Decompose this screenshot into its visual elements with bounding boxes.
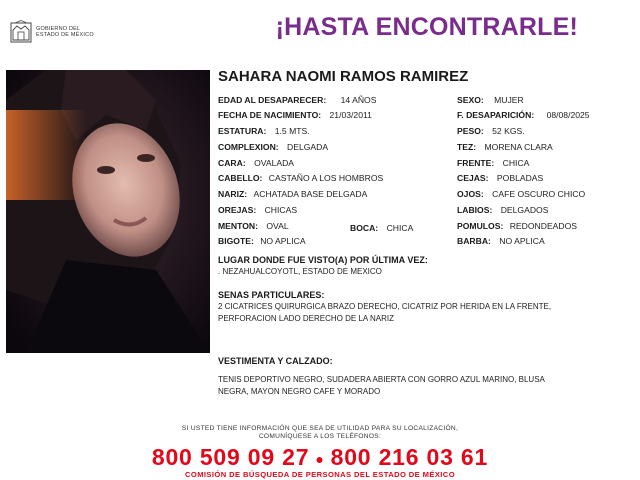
field-tez	[457, 142, 553, 153]
clothing-heading: VESTIMENTA Y CALZADO:	[218, 356, 333, 366]
bullet-icon: ●	[315, 450, 325, 467]
field-label: ESTATURA:	[218, 126, 267, 136]
particular-signs-line-2: PERFORACION LADO DERECHO DE LA NARIZ	[218, 314, 395, 323]
page-headline: ¡HASTA ENCONTRARLE!	[275, 13, 578, 41]
field-nacimiento	[218, 110, 372, 121]
contact-note-line-2: COMUNÍQUESE A LOS TELÉFONOS:	[258, 433, 382, 440]
field-value: OVAL	[266, 221, 289, 231]
field-barba	[457, 236, 545, 247]
field-value: NO APLICA	[499, 236, 545, 246]
field-complexion	[218, 142, 328, 153]
field-frente	[457, 158, 529, 169]
field-value: REDONDEADOS	[509, 221, 578, 231]
phone-number-1[interactable]: 800 509 09 27	[151, 444, 310, 470]
field-value: 1.5 MTS.	[274, 126, 310, 136]
field-menton	[218, 221, 289, 232]
field-value: 52 KGS.	[492, 126, 525, 136]
field-value: DELGADOS	[500, 205, 549, 215]
field-value: CHICA	[502, 158, 530, 168]
logo-line-1: GOBIERNO DEL	[36, 25, 81, 32]
field-pomulos	[457, 221, 577, 232]
particular-signs-line-1: 2 CICATRICES QUIRURGICA BRAZO DERECHO, CICATRIZ POR HERIDA EN LA FRENTE,	[218, 302, 552, 311]
field-value: POBLADAS	[496, 173, 544, 183]
field-value: 08/08/2025	[546, 110, 590, 120]
phone-number-2[interactable]: 800 216 03 61	[330, 444, 489, 470]
government-logo	[10, 20, 94, 44]
last-seen-location: . NEZAHUALCOYOTL, ESTADO DE MEXICO	[218, 267, 382, 276]
field-value: MORENA CLARA	[484, 142, 553, 152]
field-label: BIGOTE:	[218, 236, 254, 246]
field-orejas	[218, 205, 297, 216]
field-value: OVALADA	[254, 158, 295, 168]
state-seal-icon	[10, 20, 32, 44]
commission-name: COMISIÓN DE BÚSQUEDA DE PERSONAS DEL ESTADO DE MÉXICO	[185, 470, 455, 479]
field-bigote	[218, 236, 306, 247]
field-label: F. DESAPARICIÓN:	[457, 110, 535, 120]
logo-line-2: ESTADO DE MÉXICO	[36, 32, 94, 38]
field-value: CAFE OSCURO CHICO	[492, 189, 586, 199]
contact-note-line-1: SI USTED TIENE INFORMACIÓN QUE SEA DE UTILIDAD PARA SU LOCALIZACIÓN,	[181, 425, 459, 432]
field-sexo	[457, 95, 524, 106]
field-label: TEZ:	[457, 142, 477, 152]
field-labios	[457, 205, 548, 216]
clothing-line-2: NEGRA, MAYON NEGRO CAFE Y MORADO	[218, 387, 381, 396]
field-label: FECHA DE NACIMIENTO:	[218, 110, 322, 120]
field-value: MUJER	[494, 95, 524, 105]
field-label: EDAD AL DESAPARECER:	[218, 95, 327, 105]
field-label: COMPLEXION:	[218, 142, 279, 152]
field-ojos	[457, 189, 585, 200]
field-label: CARA:	[218, 158, 246, 168]
field-edad	[218, 95, 376, 106]
field-cara	[218, 158, 294, 169]
field-label: BOCA:	[350, 223, 379, 233]
particular-signs-heading: SENAS PARTICULARES:	[218, 290, 325, 300]
field-cabello	[218, 173, 383, 184]
field-label: PESO:	[457, 126, 484, 136]
field-label: LABIOS:	[457, 205, 493, 215]
field-cejas	[457, 173, 543, 184]
field-boca	[350, 223, 413, 234]
field-nariz	[218, 189, 367, 200]
missing-person-photo	[6, 70, 210, 353]
person-name: SAHARA NAOMI RAMOS RAMIREZ	[218, 68, 469, 85]
clothing-line-1: TENIS DEPORTIVO NEGRO, SUDADERA ABIERTA CON GORRO AZUL MARINO, BLUSA	[218, 375, 545, 384]
field-value: CHICAS	[264, 205, 298, 215]
field-label: POMULOS:	[457, 221, 504, 231]
field-value: CHICA	[386, 223, 414, 233]
field-value: NO APLICA	[260, 236, 306, 246]
field-fecha-desaparicion	[457, 110, 590, 121]
field-value: 14 AÑOS	[340, 95, 377, 105]
field-label: CEJAS:	[457, 173, 489, 183]
field-value: 21/03/2011	[329, 110, 372, 120]
field-label: CABELLO:	[218, 173, 263, 183]
field-label: MENTON:	[218, 221, 258, 231]
phone-numbers	[0, 444, 640, 471]
field-label: OJOS:	[457, 189, 484, 199]
field-peso	[457, 126, 525, 137]
field-value: ACHATADA BASE DELGADA	[253, 189, 368, 199]
field-label: SEXO:	[457, 95, 484, 105]
portrait-image	[6, 70, 210, 353]
field-label: OREJAS:	[218, 205, 257, 215]
field-estatura	[218, 126, 310, 137]
field-label: BARBA:	[457, 236, 491, 246]
field-value: CASTAÑO A LOS HOMBROS	[268, 173, 384, 183]
last-seen-heading: LUGAR DONDE FUE VISTO(A) POR ÚLTIMA VEZ:	[218, 255, 428, 265]
field-label: NARIZ:	[218, 189, 248, 199]
field-label: FRENTE:	[457, 158, 495, 168]
field-value: DELGADA	[287, 142, 329, 152]
